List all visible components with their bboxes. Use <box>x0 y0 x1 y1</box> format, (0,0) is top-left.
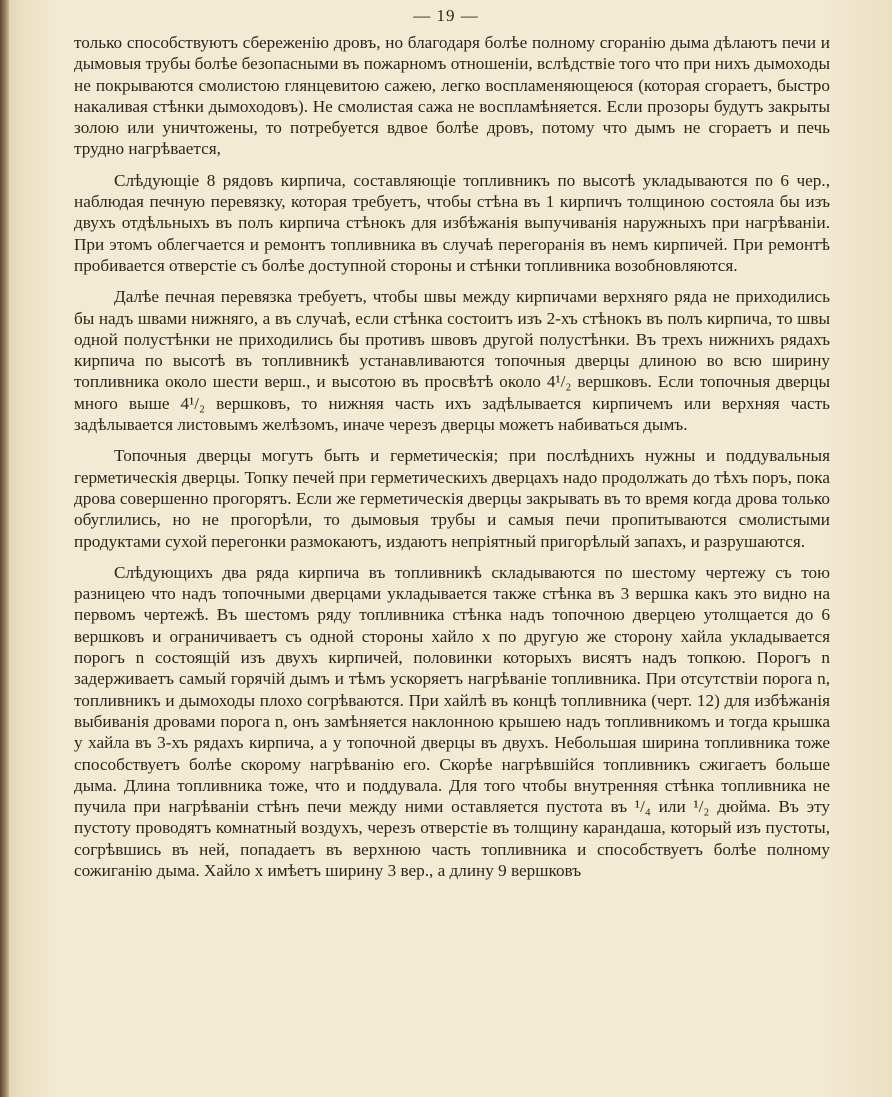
paragraph-5: Слѣдующихъ два ряда кирпича въ топливникѣ складываются по шестому чертежу съ тою разницею что надъ топочными дверцами укладывается также стѣнка въ 3 вершка какъ это видно на первомъ чертежѣ. Въ шестомъ ряду топливника стѣнка надъ топочною дверцею утолщается до 6 вершковъ и ограничиваетъ съ одной стороны хайло x по другую же сторону хайла укладывается порогъ n состоящій изъ двухъ кирпичей, половинки которыхъ висятъ надъ топкою. Порогъ n задерживаетъ самый горячій дымъ и тѣмъ ускоряетъ нагрѣваніе топливника. При отсутствіи порога n, топливникъ и дымоходы плохо согрѣваются. При хайлѣ въ концѣ топливника (черт. 12) для избѣжанія выбиванія дровами порога n, онъ замѣняется наклонною крышею надъ топливникомъ и тогда крышка у хайла въ 3-хъ рядахъ кирпича, а у топочной дверцы въ двухъ. Небольшая ширина топливника тоже способствуетъ болѣе скорому нагрѣванію его. Скорѣе нагрѣвшійся топливникъ сжигаетъ больше дыма. Длина топливника тоже, что и поддувала. Для того чтобы внутренняя стѣнка топливника не пучила при нагрѣваніи стѣнъ печи между ними оставляется пустота въ ¹/₄ или ¹/₂ дюйма. Въ эту пустоту проводятъ комнатный воздухъ, черезъ отверстіе въ толщину карандаша, который изъ пустоты, согрѣвшись въ ней, попадаетъ въ верхнюю часть топливника и способствуетъ болѣе полному сожиганію дыма. Хайло x имѣетъ ширину 3 вер., а длину 9 вершковъ <box>74 562 830 880</box>
paragraph-4: Топочныя дверцы могутъ быть и герметическія; при послѣднихъ нужны и поддувальныя герметическія дверцы. Топку печей при герметическихъ дверцахъ надо продолжать до тѣхъ поръ, пока дрова совершенно прогорятъ. Если же герметическія дверцы закрывать въ то время когда дрова только обуглились, но не прогорѣли, то дымовыя трубы и самыя печи пропитываются смолистыми продуктами сухой перегонки размокаютъ, издаютъ непріятный пригорѣлый запахъ, и разрушаются. <box>74 446 830 551</box>
page-binding-edge <box>0 0 9 1097</box>
page-text <box>74 32 830 891</box>
paragraph-2: Слѣдующіе 8 рядовъ кирпича, составляющіе топливникъ по высотѣ укладываются по 6 чер., наблюдая печную перевязку, которая требуетъ, чтобы стѣна въ 1 кирпичъ толщиною состояла бы изъ двухъ отдѣльныхъ въ полъ кирпича стѣнокъ для избѣжанія выпучиванія наружныхъ при нагрѣваніи. При этомъ облегчается и ремонтъ топливника въ случаѣ перегоранія въ немъ кирпичей. При ремонтѣ пробивается отверстіе съ болѣе доступной стороны и стѣнки топливника возобновляются. <box>74 170 830 275</box>
paragraph-3: Далѣе печная перевязка требуетъ, чтобы швы между кирпичами верхняго ряда не приходились бы надъ швами нижняго, а въ случаѣ, если стѣнка состоитъ изъ 2-хъ стѣнокъ въ полъ кирпича, то швы одной полустѣнки не приходились бы противъ швовъ другой полустѣнки. Въ трехъ нижнихъ рядахъ кирпича по высотѣ въ топливникѣ устанавливаются топочныя дверцы длиною во всю ширину топливника около шести верш., и высотою въ просвѣтѣ около 4¹/₂ вершковъ. Если топочныя дверцы много выше 4¹/₂ вершковъ, то нижняя часть ихъ задѣлывается кирпичемъ или верхняя часть задѣлывается листовымъ желѣзомъ, иначе черезъ дверцы можетъ набиваться дымъ. <box>74 287 830 435</box>
paragraph-1: только способствуютъ сбереженію дровъ, но благодаря болѣе полному сгоранію дыма дѣлаютъ печи и дымовыя трубы болѣе безопасными въ пожарномъ отношеніи, вслѣдствіе того что при нихъ дымоходы не покрываются смолистою глянцевитою сажею, легко воспламеняющеюся (которая сгораетъ, быстро накаливая стѣнки дымоходовъ). Не смолистая сажа не воспламѣняется. Если прозоры будутъ закрыты золою или уничтожены, то потребуется вдвое болѣе дровъ, потому что дымъ не сгораетъ и печь трудно нагрѣвается, <box>74 33 830 159</box>
page-number: — 19 — <box>413 6 479 25</box>
